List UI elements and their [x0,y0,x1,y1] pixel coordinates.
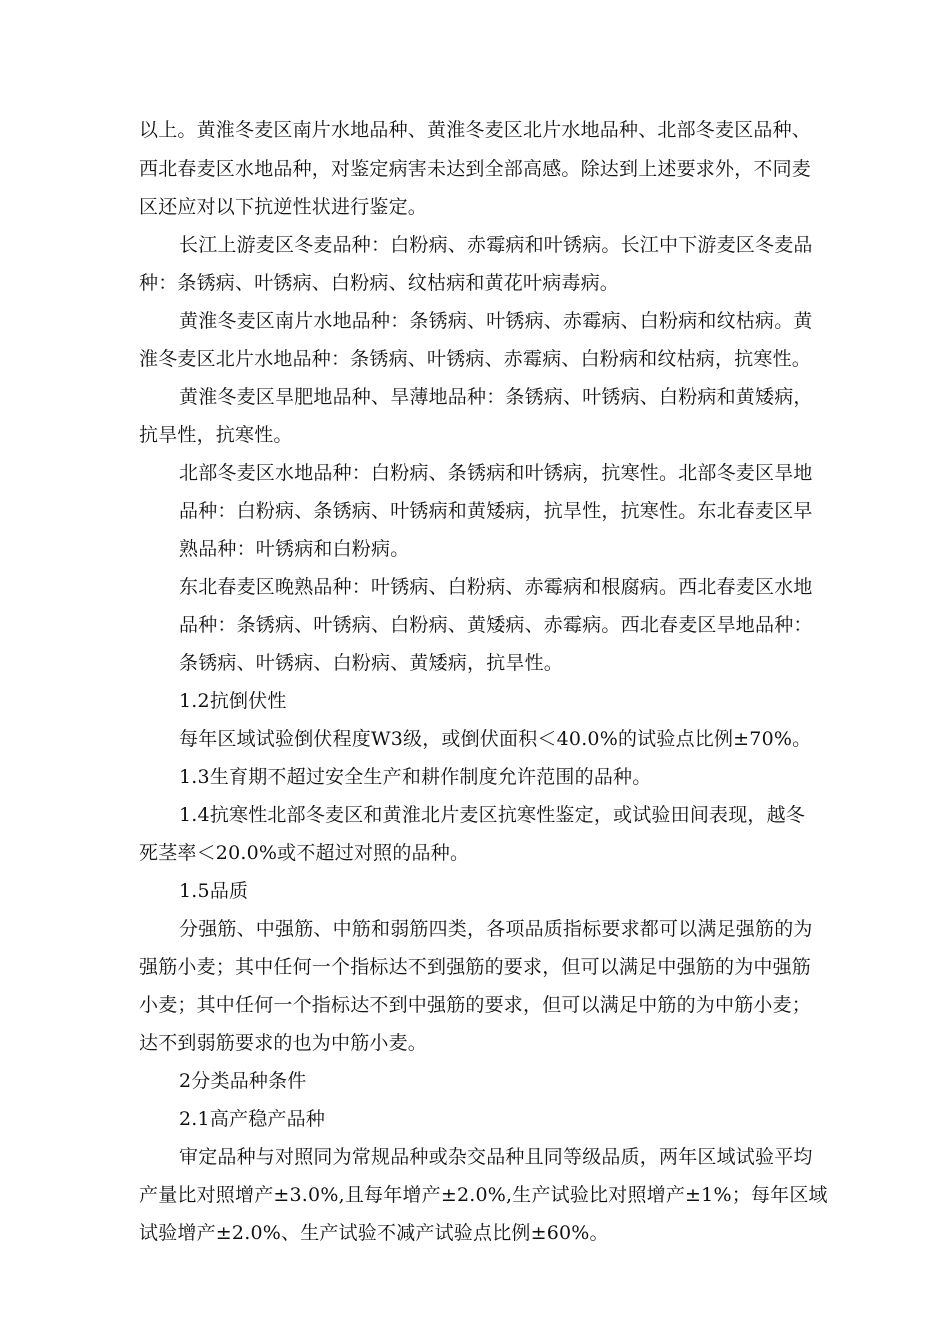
text-line: 熟品种：叶锈病和白粉病。 [179,538,410,560]
text-line: 东北春麦区晚熟品种：叶锈病、白粉病、赤霉病和根腐病。西北春麦区水地 [179,576,813,598]
text-line: 西北春麦区水地品种，对鉴定病害未达到全部高感。除达到上述要求外，不同麦 [139,158,812,180]
text-line: 分强筋、中强筋、中筋和弱筋四类，各项品质指标要求都可以满足强筋的为 [179,918,813,940]
text-line: 品种：白粉病、条锈病、叶锈病和黄矮病，抗旱性，抗寒性。东北春麦区早 [179,500,813,522]
text-line: 达不到弱筋要求的也为中筋小麦。 [139,1032,428,1054]
text-line: 黄淮冬麦区南片水地品种：条锈病、叶锈病、赤霉病、白粉病和纹枯病。黄 [179,310,813,332]
text-line: 试验增产±2.0%、生产试验不减产试验点比例±60%。 [139,1222,609,1244]
text-line: 北部冬麦区水地品种：白粉病、条锈病和叶锈病，抗寒性。北部冬麦区旱地 [179,462,813,484]
text-line: 死茎率＜20.0%或不超过对照的品种。 [139,842,470,864]
section-heading: 1.5品质 [179,880,249,902]
text-line: 每年区域试验倒伏程度W3级，或倒伏面积＜40.0%的试验点比例±70%。 [179,728,812,750]
section-heading: 2分类品种条件 [179,1070,307,1092]
text-line: 种：条锈病、叶锈病、白粉病、纹枯病和黄花叶病毒病。 [139,272,620,294]
text-line: 强筋小麦；其中任何一个指标达不到强筋的要求，但可以满足中强筋的为中强筋 [139,956,812,978]
text-line: 抗旱性，抗寒性。 [139,424,293,446]
text-line: 审定品种与对照同为常规品种或杂交品种且同等级品质，两年区域试验平均 [179,1146,813,1168]
section-heading: 1.4抗寒性北部冬麦区和黄淮北片麦区抗寒性鉴定，或试验田间表现，越冬 [179,804,806,826]
text-line: 黄淮冬麦区旱肥地品种、旱薄地品种：条锈病、叶锈病、白粉病和黄矮病， [179,386,813,408]
text-line: 长江上游麦区冬麦品种：白粉病、赤霉病和叶锈病。长江中下游麦区冬麦品 [179,234,813,256]
text-line: 产量比对照增产±3.0%,且每年增产±2.0%,生产试验比对照增产±1%；每年区域 [139,1184,828,1206]
section-heading: 2.1高产稳产品种 [179,1108,326,1130]
text-line: 品种：条锈病、叶锈病、白粉病、黄矮病、赤霉病。西北春麦区旱地品种： [179,614,813,636]
text-line: 小麦；其中任何一个指标达不到中强筋的要求，但可以满足中筋的为中筋小麦； [139,994,812,1016]
text-line: 区还应对以下抗逆性状进行鉴定。 [139,196,428,218]
text-line: 以上。黄淮冬麦区南片水地品种、黄淮冬麦区北片水地品种、北部冬麦区品种、 [139,119,812,141]
text-line: 淮冬麦区北片水地品种：条锈病、叶锈病、赤霉病、白粉病和纹枯病，抗寒性。 [139,348,812,370]
section-heading: 1.3生育期不超过安全生产和耕作制度允许范围的品种。 [179,766,652,788]
text-line: 条锈病、叶锈病、白粉病、黄矮病，抗旱性。 [179,652,564,674]
section-heading: 1.2抗倒伏性 [179,690,287,712]
